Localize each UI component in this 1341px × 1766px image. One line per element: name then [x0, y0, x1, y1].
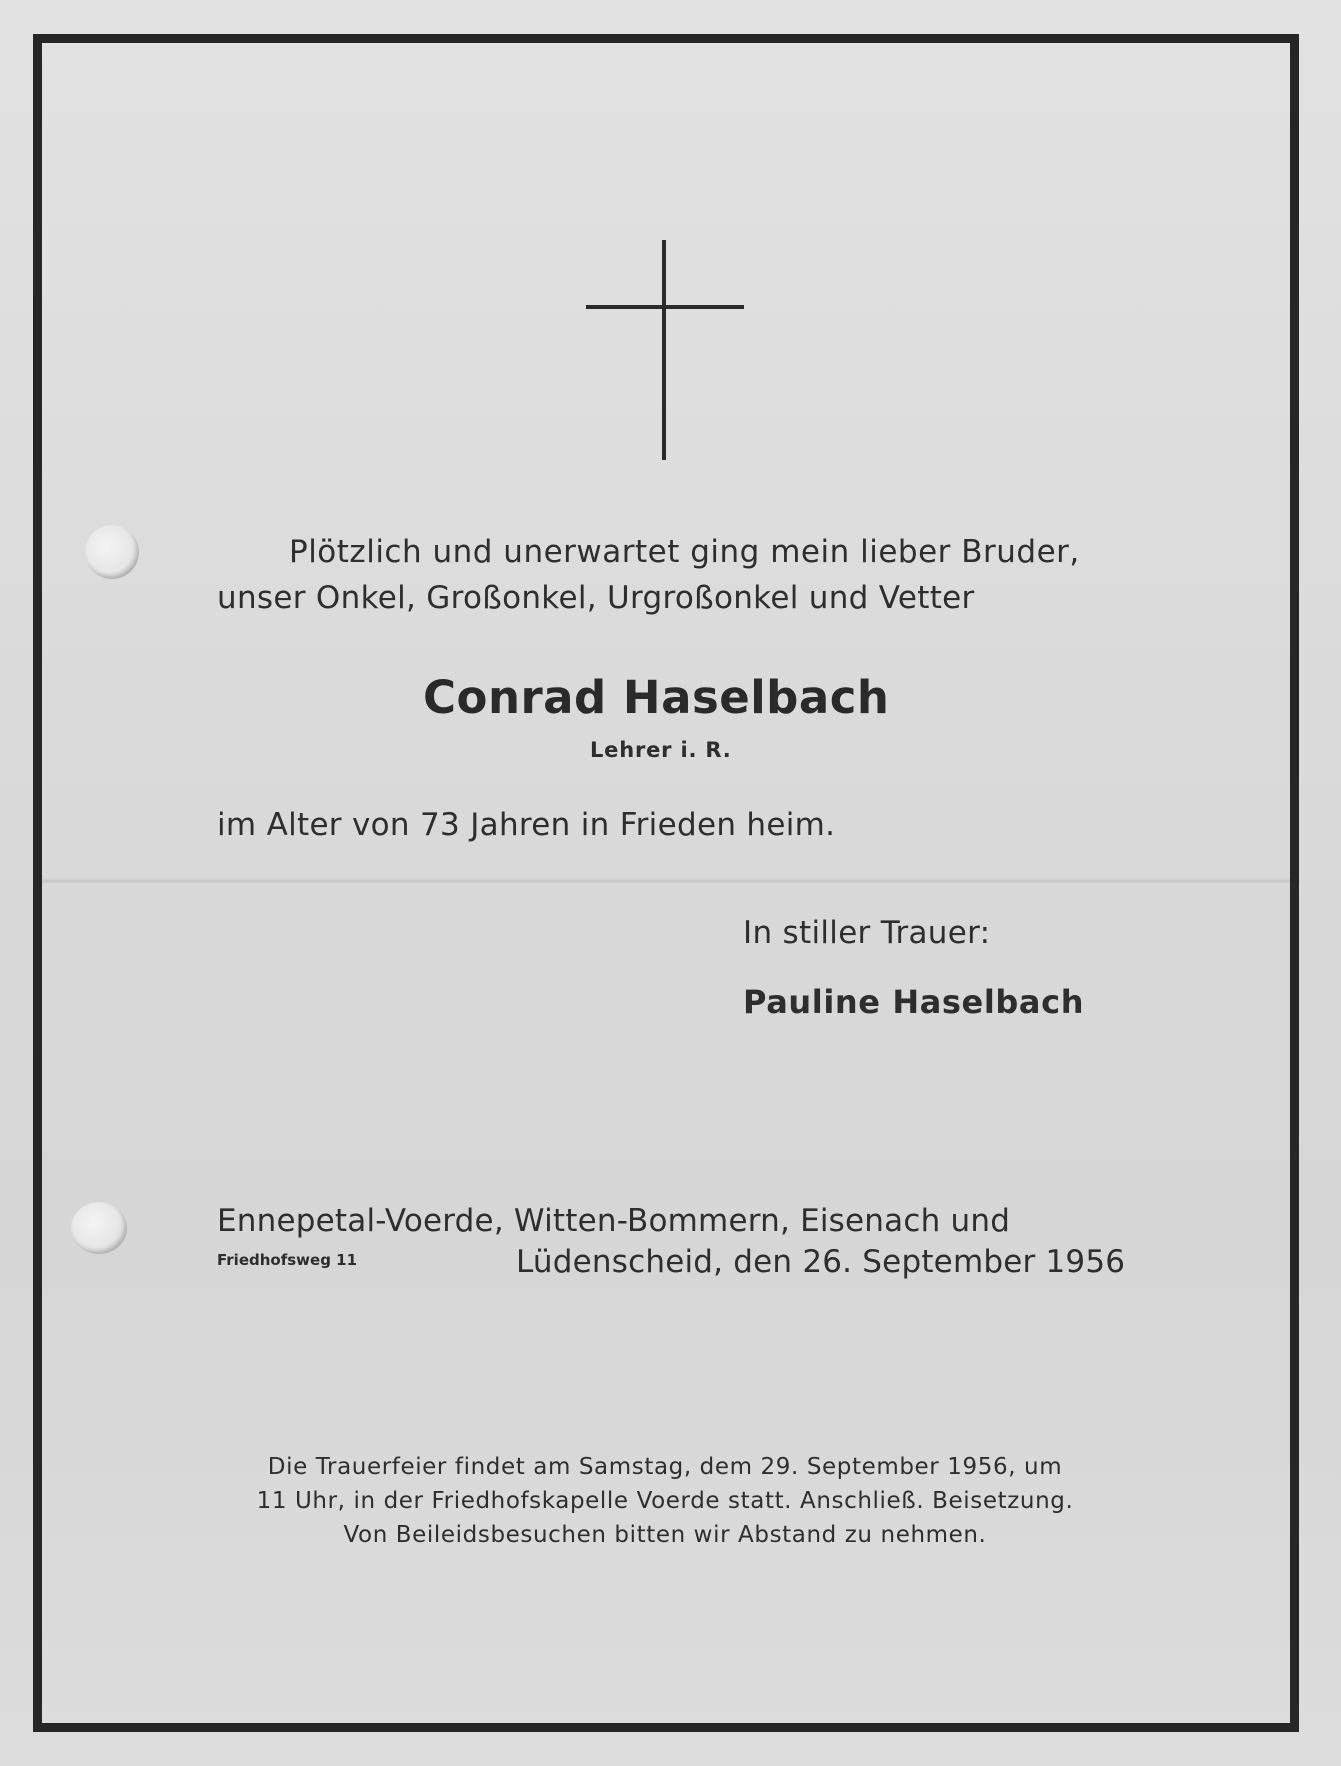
funeral-line-2: 11 Uhr, in der Friedhofskapelle Voerde statt. Anschließ. Beisetzung. [256, 1488, 1074, 1514]
cross-vertical-bar [662, 240, 666, 460]
deceased-name: Conrad Haselbach [423, 671, 890, 724]
punch-hole-top [85, 525, 139, 579]
punch-hole-bottom [71, 1202, 127, 1254]
intro-line-1: Plötzlich und unerwartet ging mein lieber Bruder, [289, 534, 1080, 570]
address: Friedhofsweg 11 [217, 1251, 358, 1269]
age-line: im Alter von 73 Jahren in Frieden heim. [217, 807, 836, 843]
funeral-info [200, 1450, 1130, 1552]
places-date-line: Lüdenscheid, den 26. September 1956 [516, 1244, 1126, 1280]
funeral-line-3: Von Beileidsbesuchen bitten wir Abstand zu nehmen. [343, 1522, 987, 1548]
mourning-label: In stiller Trauer: [743, 915, 991, 951]
deceased-profession: Lehrer i. R. [590, 738, 732, 762]
places-line-1: Ennepetal-Voerde, Witten-Bommern, Eisenach und [217, 1203, 1011, 1239]
mourner-name: Pauline Haselbach [743, 983, 1085, 1021]
cross-horizontal-bar [586, 305, 744, 309]
intro-line-2: unser Onkel, Großonkel, Urgroßonkel und Vetter [217, 580, 975, 616]
funeral-line-1: Die Trauerfeier findet am Samstag, dem 29. September 1956, um [267, 1454, 1063, 1480]
